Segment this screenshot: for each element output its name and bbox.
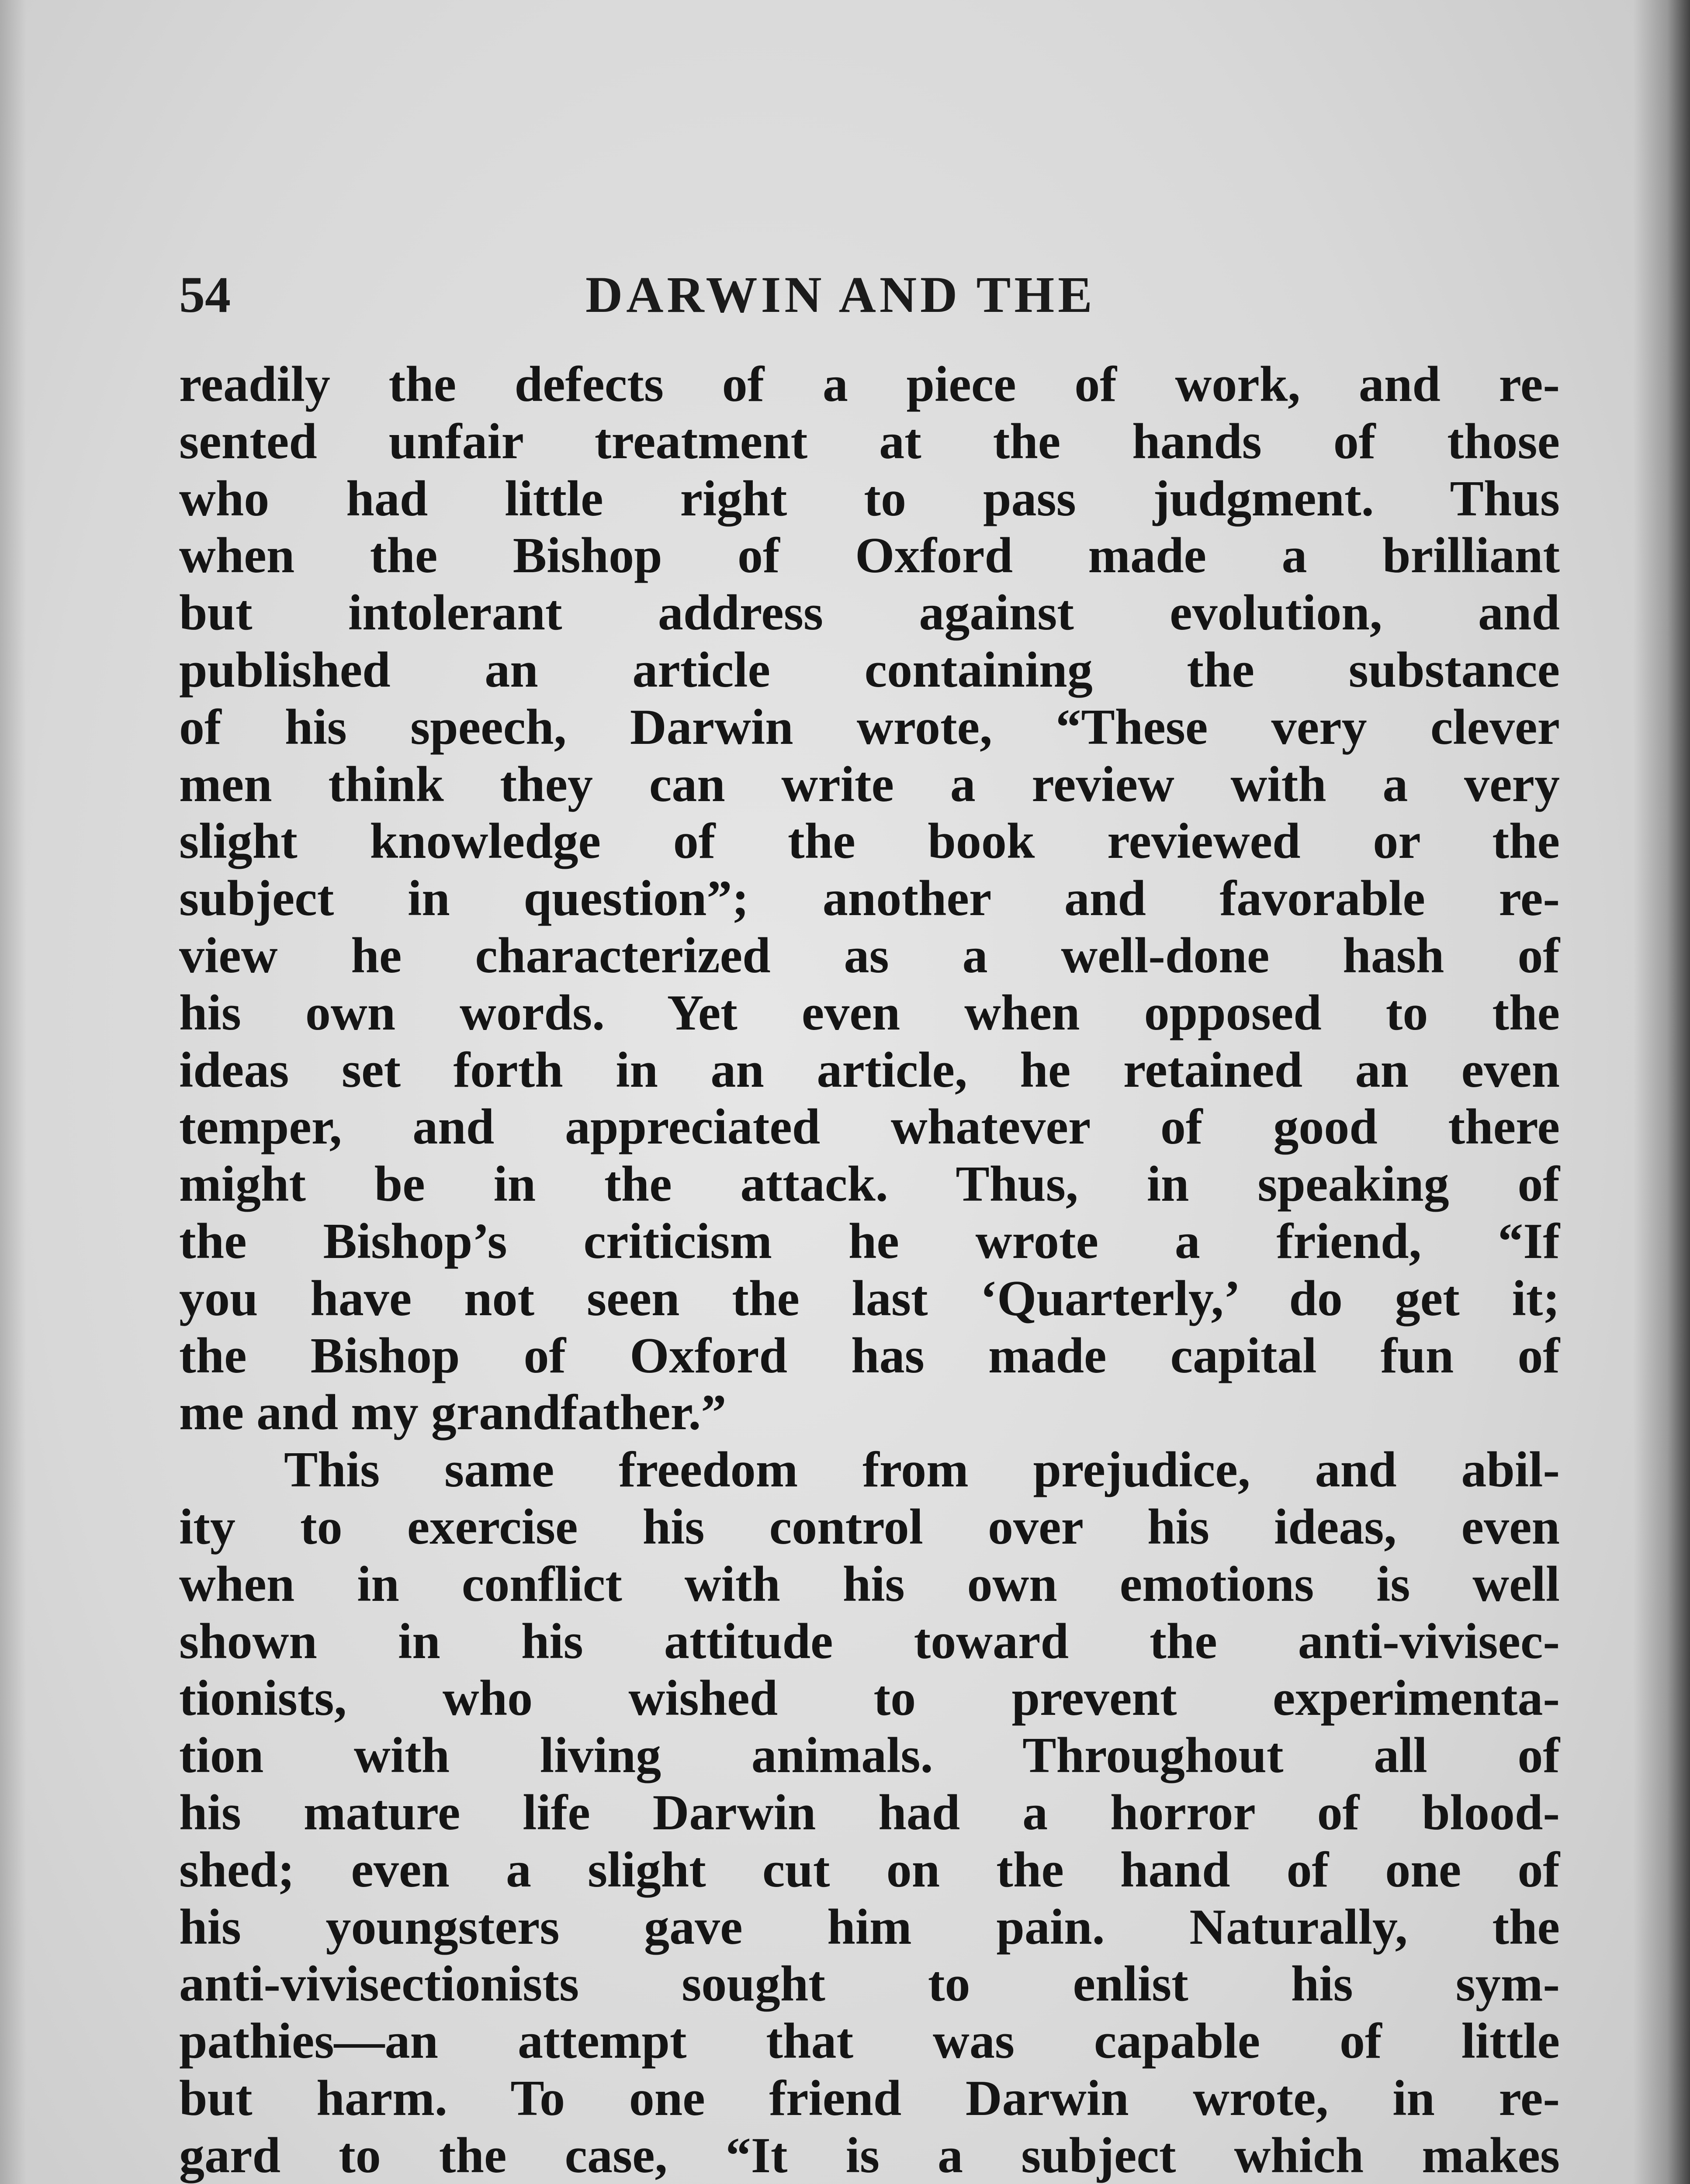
text-line: but intolerant address against evolution, and bbox=[179, 585, 1560, 641]
text-line: anti-vivisectionists sought to enlist his sym- bbox=[179, 1956, 1560, 2012]
text-line: subject in question”; another and favorable re- bbox=[179, 871, 1560, 927]
text-line: temper, and appreciated whatever of good there bbox=[179, 1099, 1560, 1155]
text-line: tion with living animals. Throughout all of bbox=[179, 1728, 1560, 1784]
text-line: men think they can write a review with a very bbox=[179, 756, 1560, 812]
paragraph bbox=[179, 1441, 1560, 2184]
text-line: the Bishop of Oxford has made capital fun of bbox=[179, 1327, 1560, 1384]
text-line: published an article containing the substance bbox=[179, 642, 1560, 698]
text-line: might be in the attack. Thus, in speaking of bbox=[179, 1156, 1560, 1213]
body-text bbox=[179, 356, 1560, 2184]
text-line: pathies—an attempt that was capable of little bbox=[179, 2013, 1560, 2070]
text-line: slight knowledge of the book reviewed or the bbox=[179, 813, 1560, 870]
text-line: ideas set forth in an article, he retained an even bbox=[179, 1042, 1560, 1098]
text-line: readily the defects of a piece of work, and re- bbox=[179, 356, 1560, 412]
text-line: you have not seen the last ‘Quarterly,’ do get it; bbox=[179, 1270, 1560, 1327]
text-line: of his speech, Darwin wrote, “These very clever bbox=[179, 699, 1560, 755]
text-line: when in conflict with his own emotions is well bbox=[179, 1556, 1560, 1612]
text-line: who had little right to pass judgment. Thus bbox=[179, 470, 1560, 527]
text-line: shed; even a slight cut on the hand of one of bbox=[179, 1842, 1560, 1898]
paragraph bbox=[179, 356, 1560, 1441]
running-head: DARWIN AND THE bbox=[585, 266, 1096, 323]
text-line: gard to the case, “It is a subject which makes bbox=[179, 2127, 1560, 2184]
text-line: sented unfair treatment at the hands of those bbox=[179, 413, 1560, 470]
text-line: ity to exercise his control over his ideas, even bbox=[179, 1499, 1560, 1555]
page-number: 54 bbox=[179, 266, 231, 323]
text-line: me and my grandfather.” bbox=[179, 1385, 727, 1441]
text-line: when the Bishop of Oxford made a brilliant bbox=[179, 528, 1560, 584]
page-edge-shadow-left bbox=[0, 0, 26, 2184]
text-line: his youngsters gave him pain. Naturally, the bbox=[179, 1899, 1560, 1955]
text-line: his own words. Yet even when opposed to the bbox=[179, 985, 1560, 1041]
text-line: shown in his attitude toward the anti-vivisec- bbox=[179, 1613, 1560, 1669]
page-edge-shadow-right bbox=[1633, 0, 1690, 2184]
text-line: This same freedom from prejudice, and abil- bbox=[284, 1442, 1560, 1498]
text-line: but harm. To one friend Darwin wrote, in re- bbox=[179, 2070, 1560, 2126]
text-line: view he characterized as a well-done hash of bbox=[179, 927, 1560, 984]
text-line: tionists, who wished to prevent experimenta- bbox=[179, 1670, 1560, 1727]
text-line: his mature life Darwin had a horror of blood- bbox=[179, 1784, 1560, 1841]
page-header bbox=[179, 262, 1595, 328]
text-line: the Bishop’s criticism he wrote a friend, “If bbox=[179, 1213, 1560, 1269]
